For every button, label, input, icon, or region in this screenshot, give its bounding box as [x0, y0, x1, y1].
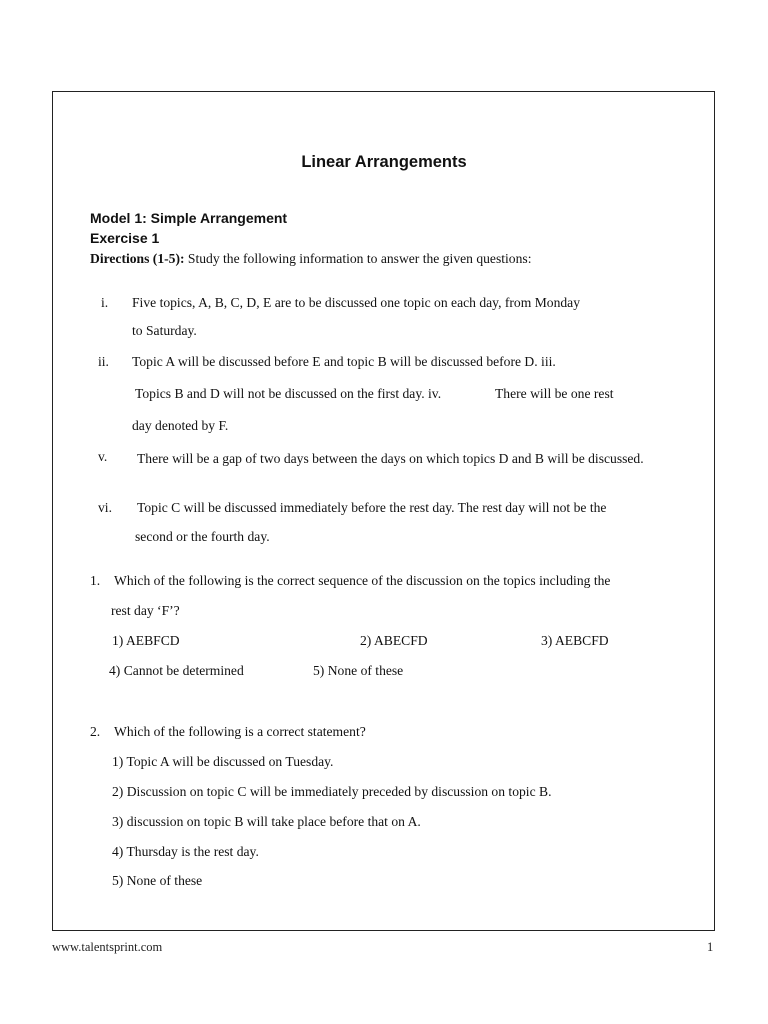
statement-2-line-1: Topic A will be discussed before E and topic B will be discussed before D. iii.: [132, 354, 556, 369]
question-2-option-4: 4) Thursday is the rest day.: [112, 844, 259, 859]
page-title: Linear Arrangements: [301, 153, 467, 171]
directions: [90, 251, 531, 267]
question-1-line-2: rest day ‘F’?: [111, 603, 180, 618]
footer-page-number: 1: [707, 940, 714, 954]
statement-6-line-1: Topic C will be discussed immediately before the rest day. The rest day will not be the: [137, 500, 607, 515]
question-2-option-5: 5) None of these: [112, 873, 203, 888]
question-2-option-1: 1) Topic A will be discussed on Tuesday.: [112, 754, 334, 769]
question-2-number: 2.: [90, 724, 101, 739]
statement-5-number: v.: [98, 449, 108, 464]
question-2-text: Which of the following is a correct statement?: [114, 724, 366, 739]
statement-1-line-2: to Saturday.: [132, 323, 197, 338]
question-2-option-3: 3) discussion on topic B will take place before that on A.: [112, 814, 421, 829]
statement-2-number: ii.: [98, 354, 109, 369]
question-1-option-4: 4) Cannot be determined: [109, 663, 244, 678]
model-heading: Model 1: Simple Arrangement: [90, 210, 288, 226]
question-1-option-3: 3) AEBCFD: [541, 633, 609, 648]
question-1-number: 1.: [90, 573, 101, 588]
footer-website: www.talentsprint.com: [52, 940, 163, 954]
question-2-option-2: 2) Discussion on topic C will be immediately preceded by discussion on topic B.: [112, 784, 552, 799]
question-1-option-5: 5) None of these: [313, 663, 404, 678]
statement-1-number: i.: [101, 295, 109, 310]
directions-label: Directions (1-5):: [90, 251, 185, 266]
statement-5-text: There will be a gap of two days between the days on which topics D and B will be discussed.: [137, 451, 644, 466]
statement-1-line-1: Five topics, A, B, C, D, E are to be discussed one topic on each day, from Monday: [132, 295, 581, 310]
statement-2-line-2b: There will be one rest: [495, 386, 614, 401]
statement-6-line-2: second or the fourth day.: [135, 529, 270, 544]
question-1-option-2: 2) ABECFD: [360, 633, 428, 648]
statement-6-number: vi.: [98, 500, 112, 515]
question-1-option-1: 1) AEBFCD: [112, 633, 180, 648]
statement-2-line-2a: Topics B and D will not be discussed on the first day. iv.: [135, 386, 442, 401]
question-1-line-1: Which of the following is the correct sequence of the discussion on the topics including the: [114, 573, 611, 588]
exercise-heading: Exercise 1: [90, 230, 160, 246]
statement-2-line-3: day denoted by F.: [132, 418, 229, 433]
directions-text: Study the following information to answer the given questions:: [184, 251, 532, 266]
